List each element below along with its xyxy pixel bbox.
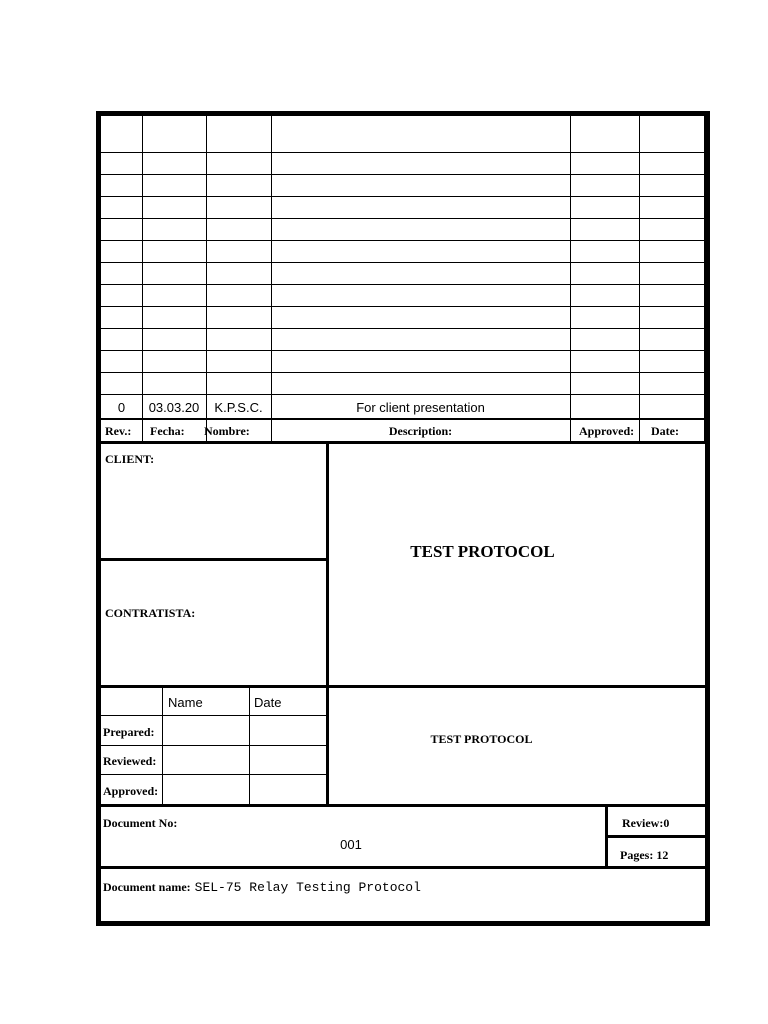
rev-grid-line	[101, 372, 705, 373]
rev-grid-line	[101, 350, 705, 351]
signoff-col-line	[249, 687, 250, 805]
rev-author: K.P.S.C.	[214, 400, 263, 415]
rev-grid-line	[101, 240, 705, 241]
document-no-label: Document No:	[103, 816, 178, 830]
rev-grid-line	[101, 152, 705, 153]
document-name-label: Document name:	[103, 880, 191, 894]
rev-header-line	[101, 418, 705, 420]
rev-table-bottom	[101, 441, 705, 444]
rev-grid-line	[101, 306, 705, 307]
review-pages-divider	[607, 835, 705, 838]
rev-description: For client presentation	[356, 400, 485, 415]
approved-label: Approved:	[103, 784, 159, 798]
rev-grid-line	[101, 196, 705, 197]
header-description: Description:	[388, 424, 453, 438]
header-fecha: Fecha:	[150, 424, 185, 438]
signoff-col-line	[162, 687, 163, 805]
header-date: Date:	[651, 424, 679, 438]
client-divider	[101, 558, 328, 561]
prepared-label: Prepared:	[103, 725, 155, 739]
document-frame	[96, 111, 710, 926]
document-name-row	[103, 878, 421, 896]
client-label: CLIENT:	[105, 452, 155, 466]
review-value: Review:0	[622, 816, 670, 830]
signoff-name-header: Name	[168, 695, 203, 710]
rev-grid-line	[101, 174, 705, 175]
reviewed-label: Reviewed:	[103, 754, 157, 768]
pages-value: Pages: 12	[620, 848, 669, 862]
rev-grid-line	[101, 394, 705, 395]
document-no-top-line	[101, 804, 705, 807]
signoff-row-line	[101, 774, 327, 775]
sub-title: TEST PROTOCOL	[430, 732, 533, 746]
rev-number: 0	[117, 400, 126, 415]
rev-grid-line	[101, 284, 705, 285]
rev-col-line	[639, 116, 640, 442]
document-name-top-line	[101, 866, 705, 869]
rev-col-line	[570, 116, 571, 442]
signoff-date-header: Date	[254, 695, 282, 710]
header-nombre: Nombre:	[204, 424, 250, 438]
signoff-row-line	[101, 745, 327, 746]
document-no-value: 001	[340, 837, 362, 852]
rev-grid-line	[101, 218, 705, 219]
left-block-divider	[326, 442, 329, 805]
signoff-row-line	[101, 715, 327, 716]
header-approved: Approved:	[579, 424, 635, 438]
header-rev: Rev.:	[105, 424, 132, 438]
rev-grid-line	[101, 328, 705, 329]
rev-col-line	[142, 116, 143, 442]
rev-col-line	[271, 116, 272, 442]
document-name-value: SEL-75 Relay Testing Protocol	[194, 880, 421, 895]
rev-col-line	[704, 116, 706, 442]
contratista-label: CONTRATISTA:	[105, 606, 196, 620]
signoff-top-line	[101, 685, 705, 688]
main-title: TEST PROTOCOL	[410, 542, 555, 561]
rev-col-line	[206, 116, 207, 442]
rev-date: 03.03.20	[148, 400, 200, 415]
rev-grid-line	[101, 262, 705, 263]
